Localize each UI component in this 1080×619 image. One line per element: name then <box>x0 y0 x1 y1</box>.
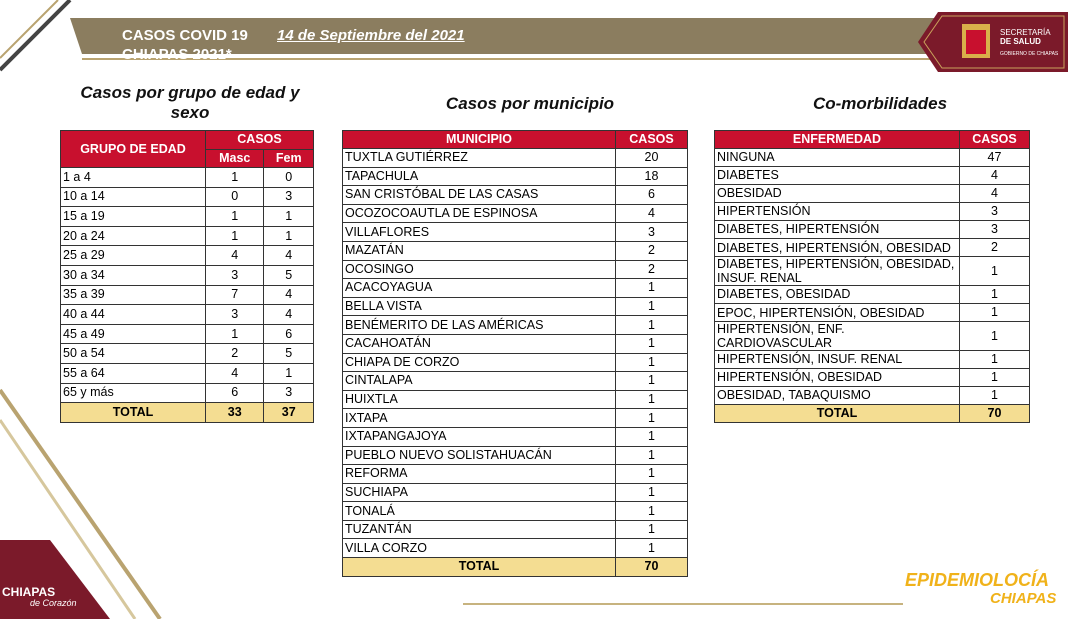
masc-cell: 1 <box>206 207 264 227</box>
table-row <box>343 539 688 558</box>
table-row <box>343 465 688 484</box>
table-row <box>343 334 688 353</box>
table-row <box>715 387 1030 405</box>
table-row <box>343 149 688 168</box>
municipio-name-cell: TONALÁ <box>343 502 616 521</box>
table-row <box>343 483 688 502</box>
disease-name-cell: EPOC, HIPERTENSIÓN, OBESIDAD <box>715 304 960 322</box>
masc-cell: 1 <box>206 226 264 246</box>
municipio-name-cell: SAN CRISTÓBAL DE LAS CASAS <box>343 186 616 205</box>
fem-cell: 5 <box>264 265 314 285</box>
municipio-cases-cell: 18 <box>616 167 688 186</box>
table-row <box>715 286 1030 304</box>
table-row <box>715 369 1030 387</box>
disease-name-cell: DIABETES, HIPERTENSIÓN <box>715 221 960 239</box>
municipio-name-cell: CINTALAPA <box>343 372 616 391</box>
masc-cell: 4 <box>206 363 264 383</box>
footer-divider <box>463 603 903 605</box>
table-row <box>343 390 688 409</box>
disease-cases-cell: 3 <box>960 221 1030 239</box>
disease-name-cell: NINGUNA <box>715 149 960 167</box>
municipio-cases-cell: 3 <box>616 223 688 242</box>
table-row <box>343 409 688 428</box>
com-total-label: TOTAL <box>715 405 960 423</box>
municipio-cases-cell: 1 <box>616 520 688 539</box>
municipio-name-cell: IXTAPANGAJOYA <box>343 427 616 446</box>
municipio-cases-cell: 1 <box>616 465 688 484</box>
municipio-cases-cell: 1 <box>616 316 688 335</box>
municipio-section-title: Casos por municipio <box>445 94 615 113</box>
table-row <box>343 372 688 391</box>
table-row <box>343 260 688 279</box>
table-row <box>715 221 1030 239</box>
fem-cell: 0 <box>264 168 314 188</box>
fem-cell: 4 <box>264 285 314 305</box>
logo-line-1: SECRETARÍA <box>1000 28 1051 37</box>
municipio-cases-cell: 1 <box>616 279 688 298</box>
table-row <box>61 305 314 325</box>
fem-cell: 3 <box>264 187 314 207</box>
table-row <box>343 279 688 298</box>
chiapas-logo-subtext: de Corazón <box>30 598 77 608</box>
disease-cases-cell: 2 <box>960 239 1030 257</box>
disease-name-cell: DIABETES, HIPERTENSIÓN, OBESIDAD, INSUF. RENAL <box>715 257 960 286</box>
col-header-group: GRUPO DE EDAD <box>61 131 206 168</box>
municipio-name-cell: VILLA CORZO <box>343 539 616 558</box>
municipio-name-cell: CACAHOATÁN <box>343 334 616 353</box>
total-label: TOTAL <box>61 403 206 423</box>
age-group-cell: 35 a 39 <box>61 285 206 305</box>
masc-cell: 4 <box>206 246 264 266</box>
masc-cell: 0 <box>206 187 264 207</box>
mun-total-label: TOTAL <box>343 558 616 577</box>
municipio-cases-cell: 2 <box>616 241 688 260</box>
col-header-cases: CASOS <box>206 131 314 150</box>
comorb-section-title: Co-morbilidades <box>812 94 948 113</box>
table-row <box>343 204 688 223</box>
table-row <box>61 285 314 305</box>
disease-name-cell: DIABETES, HIPERTENSIÓN, OBESIDAD <box>715 239 960 257</box>
table-row <box>61 265 314 285</box>
age-group-cell: 15 a 19 <box>61 207 206 227</box>
age-group-cell: 55 a 64 <box>61 363 206 383</box>
municipio-cases-cell: 1 <box>616 502 688 521</box>
secretaria-salud-logo <box>918 12 1068 72</box>
disease-cases-cell: 4 <box>960 167 1030 185</box>
fem-cell: 3 <box>264 383 314 403</box>
fem-cell: 1 <box>264 363 314 383</box>
disease-cases-cell: 1 <box>960 257 1030 286</box>
epidemiologia-brand-sub: CHIAPAS <box>990 590 1057 607</box>
epidemiologia-brand: EPIDEMIOLOCÍA <box>905 570 1050 590</box>
age-group-cell: 20 a 24 <box>61 226 206 246</box>
age-group-cell: 45 a 49 <box>61 324 206 344</box>
masc-cell: 6 <box>206 383 264 403</box>
disease-cases-cell: 3 <box>960 203 1030 221</box>
fem-cell: 1 <box>264 226 314 246</box>
municipio-name-cell: SUCHIAPA <box>343 483 616 502</box>
table-row <box>343 520 688 539</box>
disease-cases-cell: 1 <box>960 322 1030 351</box>
masc-cell: 1 <box>206 168 264 188</box>
table-row <box>715 167 1030 185</box>
table-row <box>61 168 314 188</box>
table-row <box>715 185 1030 203</box>
table-row <box>343 223 688 242</box>
municipio-table <box>342 130 688 577</box>
table-row <box>343 316 688 335</box>
table-row <box>715 351 1030 369</box>
disease-cases-cell: 1 <box>960 387 1030 405</box>
municipio-cases-cell: 1 <box>616 390 688 409</box>
municipio-cases-cell: 4 <box>616 204 688 223</box>
table-row <box>343 502 688 521</box>
table-row <box>61 207 314 227</box>
table-row <box>715 304 1030 322</box>
table-row <box>343 241 688 260</box>
age-group-cell: 50 a 54 <box>61 344 206 364</box>
disease-cases-cell: 1 <box>960 351 1030 369</box>
age-total-row <box>61 403 314 423</box>
age-group-cell: 10 a 14 <box>61 187 206 207</box>
municipio-cases-cell: 6 <box>616 186 688 205</box>
table-row <box>61 226 314 246</box>
age-group-cell: 30 a 34 <box>61 265 206 285</box>
disease-name-cell: HIPERTENSIÓN <box>715 203 960 221</box>
municipio-name-cell: BELLA VISTA <box>343 297 616 316</box>
table-row <box>715 239 1030 257</box>
fem-cell: 6 <box>264 324 314 344</box>
municipio-cases-cell: 20 <box>616 149 688 168</box>
masc-cell: 1 <box>206 324 264 344</box>
municipio-cases-cell: 1 <box>616 427 688 446</box>
mun-total-cases: 70 <box>616 558 688 577</box>
municipio-name-cell: VILLAFLORES <box>343 223 616 242</box>
masc-cell: 2 <box>206 344 264 364</box>
disease-name-cell: DIABETES <box>715 167 960 185</box>
table-row <box>343 446 688 465</box>
disease-cases-cell: 1 <box>960 304 1030 322</box>
table-row <box>343 186 688 205</box>
municipio-name-cell: BENÉMERITO DE LAS AMÉRICAS <box>343 316 616 335</box>
disease-name-cell: OBESIDAD <box>715 185 960 203</box>
municipio-cases-cell: 1 <box>616 483 688 502</box>
total-fem: 37 <box>264 403 314 423</box>
chiapas-logo-text: CHIAPAS <box>2 585 56 599</box>
com-total-cases: 70 <box>960 405 1030 423</box>
fem-cell: 5 <box>264 344 314 364</box>
table-row <box>61 363 314 383</box>
table-row <box>343 353 688 372</box>
fem-cell: 1 <box>264 207 314 227</box>
col-header-masc: Masc <box>206 149 264 168</box>
col-header-municipio: MUNICIPIO <box>343 131 616 149</box>
municipio-name-cell: REFORMA <box>343 465 616 484</box>
table-row <box>715 322 1030 351</box>
municipio-name-cell: HUIXTLA <box>343 390 616 409</box>
municipio-cases-cell: 2 <box>616 260 688 279</box>
table-row <box>715 149 1030 167</box>
age-title-line-1: Casos por grupo de edad y <box>80 83 300 102</box>
header-date: 14 de Septiembre del 2021 <box>277 27 465 44</box>
col-header-com-cases: CASOS <box>960 131 1030 149</box>
col-header-fem: Fem <box>264 149 314 168</box>
table-row <box>61 324 314 344</box>
logo-line-3: GOBIERNO DE CHIAPAS <box>1000 51 1059 57</box>
municipio-name-cell: TUZANTÁN <box>343 520 616 539</box>
table-row <box>715 257 1030 286</box>
municipio-cases-cell: 1 <box>616 353 688 372</box>
disease-name-cell: HIPERTENSIÓN, OBESIDAD <box>715 369 960 387</box>
age-table <box>60 130 314 423</box>
age-group-cell: 1 a 4 <box>61 168 206 188</box>
disease-name-cell: OBESIDAD, TABAQUISMO <box>715 387 960 405</box>
table-row <box>61 383 314 403</box>
table-row <box>343 427 688 446</box>
municipio-name-cell: TAPACHULA <box>343 167 616 186</box>
municipio-name-cell: MAZATÁN <box>343 241 616 260</box>
masc-cell: 3 <box>206 265 264 285</box>
disease-name-cell: HIPERTENSIÓN, ENF. CARDIOVASCULAR <box>715 322 960 351</box>
comorb-table <box>714 130 1030 423</box>
municipio-name-cell: OCOZOCOAUTLA DE ESPINOSA <box>343 204 616 223</box>
municipio-name-cell: PUEBLO NUEVO SOLISTAHUACÁN <box>343 446 616 465</box>
fem-cell: 4 <box>264 246 314 266</box>
table-row <box>343 167 688 186</box>
municipio-cases-cell: 1 <box>616 297 688 316</box>
disease-cases-cell: 1 <box>960 369 1030 387</box>
municipio-cases-cell: 1 <box>616 446 688 465</box>
table-row <box>61 187 314 207</box>
municipio-name-cell: IXTAPA <box>343 409 616 428</box>
total-masc: 33 <box>206 403 264 423</box>
table-row <box>343 297 688 316</box>
municipio-cases-cell: 1 <box>616 409 688 428</box>
age-title-line-2: sexo <box>170 103 210 122</box>
masc-cell: 7 <box>206 285 264 305</box>
municipio-cases-cell: 1 <box>616 372 688 391</box>
municipio-name-cell: CHIAPA DE CORZO <box>343 353 616 372</box>
disease-cases-cell: 4 <box>960 185 1030 203</box>
table-row <box>61 246 314 266</box>
comorb-total-row <box>715 405 1030 423</box>
header-title: CASOS COVID 19 <box>122 27 248 44</box>
disease-cases-cell: 1 <box>960 286 1030 304</box>
age-group-cell: 40 a 44 <box>61 305 206 325</box>
age-group-cell: 65 y más <box>61 383 206 403</box>
municipio-cases-cell: 1 <box>616 334 688 353</box>
municipio-total-row <box>343 558 688 577</box>
fem-cell: 4 <box>264 305 314 325</box>
municipio-name-cell: ACACOYAGUA <box>343 279 616 298</box>
municipio-name-cell: OCOSINGO <box>343 260 616 279</box>
disease-name-cell: DIABETES, OBESIDAD <box>715 286 960 304</box>
logo-line-2: DE SALUD <box>1000 37 1041 46</box>
municipio-name-cell: TUXTLA GUTIÉRREZ <box>343 149 616 168</box>
disease-cases-cell: 47 <box>960 149 1030 167</box>
col-header-mun-cases: CASOS <box>616 131 688 149</box>
age-group-cell: 25 a 29 <box>61 246 206 266</box>
municipio-cases-cell: 1 <box>616 539 688 558</box>
table-row <box>715 203 1030 221</box>
col-header-disease: ENFERMEDAD <box>715 131 960 149</box>
disease-name-cell: HIPERTENSIÓN, INSUF. RENAL <box>715 351 960 369</box>
age-section-title <box>60 83 320 123</box>
header-subtitle: CHIAPAS 2021* <box>122 46 232 63</box>
table-row <box>61 344 314 364</box>
masc-cell: 3 <box>206 305 264 325</box>
